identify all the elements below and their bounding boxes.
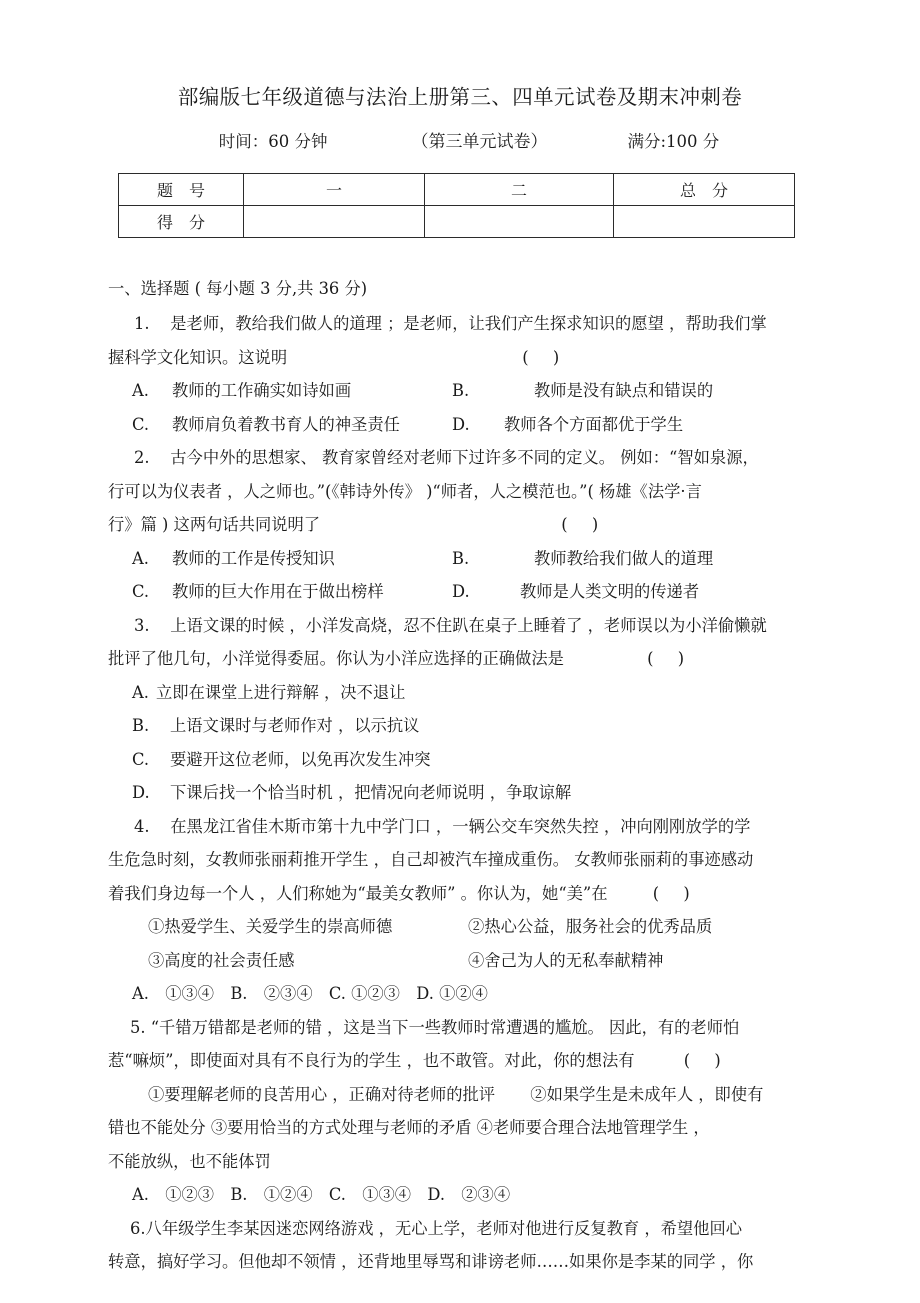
option-text: 教师是没有缺点和错误的 bbox=[534, 381, 714, 401]
exam-meta-row bbox=[0, 127, 920, 152]
exam-unit-label: （第三单元试卷） bbox=[411, 131, 548, 152]
question-1-answer-blank[interactable]: ( ) bbox=[522, 347, 564, 367]
question-3-answer-blank[interactable]: ( ) bbox=[647, 649, 689, 669]
option-text: 教师的巨大作用在于做出榜样 bbox=[172, 582, 384, 602]
option-letter: A. bbox=[132, 548, 149, 568]
question-5-answer-blank[interactable]: ( ) bbox=[683, 1051, 725, 1071]
question-4-item-3: ③高度的社会责任感 bbox=[148, 950, 295, 970]
question-4-item-1: ①热爱学生、关爱学生的崇高师德 bbox=[148, 917, 393, 937]
question-3 bbox=[108, 609, 814, 810]
question-2-number: 2. bbox=[134, 448, 150, 468]
question-5-numbered-line-1 bbox=[108, 1078, 814, 1112]
score-table-wrapper bbox=[118, 173, 790, 238]
question-4-numbered-row-1 bbox=[108, 910, 814, 944]
question-3-stem-line2 bbox=[108, 642, 814, 676]
question-3-stem-text2: 批评了他几句，小洋觉得委屈。你认为小洋应选择的正确做法是 bbox=[108, 649, 564, 669]
question-3-option-d[interactable] bbox=[108, 776, 814, 810]
option-letter: C. bbox=[132, 414, 150, 434]
question-2-stem-text1: 古今中外的思想家、 教育家曾经对老师下过许多不同的定义。 例如：“智如泉源， bbox=[170, 448, 759, 468]
question-4-item-4: ④舍己为人的无私奉献精神 bbox=[468, 950, 664, 970]
question-6 bbox=[108, 1212, 814, 1279]
option-text: 教师肩负着教书育人的神圣责任 bbox=[172, 414, 400, 434]
score-table-header-one: 一 bbox=[244, 173, 425, 205]
question-2-option-c[interactable] bbox=[132, 575, 452, 609]
exam-duration: 时间：60 分钟 bbox=[218, 131, 328, 151]
question-1 bbox=[108, 307, 814, 441]
question-6-stem-line2: 转意，搞好学习。但他却不领情 ，还背地里辱骂和诽谤老师……如果你是李某的同学 ，你 bbox=[108, 1252, 754, 1272]
question-1-option-d[interactable] bbox=[452, 408, 683, 442]
question-1-stem-text1: 是老师，教给我们做人的道理 ；是老师，让我们产生探求知识的愿望 ，帮助我们掌 bbox=[170, 314, 767, 334]
option-letter: A. bbox=[132, 682, 149, 702]
question-1-options-row-2 bbox=[108, 408, 814, 442]
question-5-item-2-cont: 错也不能处分 bbox=[108, 1118, 206, 1138]
score-table-header-total: 总 分 bbox=[614, 173, 795, 205]
option-letter: C. bbox=[132, 749, 150, 769]
question-4-stem-text3: 着我们身边每一个人 ，人们称她为“最美女教师” 。你认为，她“美”在 bbox=[108, 883, 608, 903]
question-4-answer-blank[interactable]: ( ) bbox=[652, 883, 694, 903]
question-2 bbox=[108, 441, 814, 609]
table-row bbox=[119, 205, 795, 237]
question-5-stem-line1 bbox=[108, 1011, 814, 1045]
question-1-stem-line1 bbox=[108, 307, 814, 341]
question-6-stem-text1: 八年级学生李某因迷恋网络游戏 ，无心上学，老师对他进行反复教育 ，希望他回心 bbox=[145, 1218, 743, 1238]
question-2-stem-line1 bbox=[108, 441, 814, 475]
question-2-stem-line3 bbox=[108, 508, 814, 542]
question-5-number: 5. bbox=[130, 1017, 146, 1037]
question-4-item-2: ②热心公益，服务社会的优秀品质 bbox=[468, 917, 713, 937]
score-table-row-label-score: 得 分 bbox=[119, 205, 244, 237]
option-letter: D. bbox=[132, 783, 150, 803]
question-3-option-c[interactable] bbox=[108, 743, 814, 777]
question-5 bbox=[108, 1011, 814, 1212]
question-2-stem-line2: 行可以为仪表者 ，人之师也。”(《韩诗外传》 )“师者，人之模范也。”( 杨雄《法学·言 bbox=[108, 481, 702, 501]
question-2-answer-blank[interactable]: ( ) bbox=[561, 515, 603, 535]
option-letter: B. bbox=[452, 548, 470, 568]
option-letter: D. bbox=[452, 414, 470, 434]
question-4-stem-line2: 生危急时刻，女教师张丽莉推开学生 ，自己却被汽车撞成重伤。 女教师张丽莉的事迹感动 bbox=[108, 850, 754, 870]
score-cell-one[interactable] bbox=[244, 205, 425, 237]
option-letter: B. bbox=[132, 716, 150, 736]
question-1-option-c[interactable] bbox=[132, 408, 452, 442]
question-1-option-a[interactable] bbox=[132, 374, 452, 408]
question-5-numbered-line-3: 不能放纵，也不能体罚 bbox=[108, 1151, 271, 1171]
option-letter: D. bbox=[452, 582, 470, 602]
option-letter: B. bbox=[452, 381, 470, 401]
question-2-option-d[interactable] bbox=[452, 575, 699, 609]
question-4-stem-line3 bbox=[108, 877, 814, 911]
option-letter: C. bbox=[132, 582, 150, 602]
question-2-option-a[interactable] bbox=[132, 542, 452, 576]
question-1-stem-line2 bbox=[108, 341, 814, 375]
question-1-number: 1. bbox=[134, 314, 150, 334]
question-1-options-row-1 bbox=[108, 374, 814, 408]
question-2-option-b[interactable] bbox=[452, 542, 713, 576]
option-text: 教师是人类文明的传递者 bbox=[520, 582, 700, 602]
question-5-stem-text2: 惹“嘛烦”，即使面对具有不良行为的学生 ，也不敢管。对此，你的想法有 bbox=[108, 1051, 635, 1071]
question-2-stem-text3: 行》篇 ) 这两句话共同说明了 bbox=[108, 515, 321, 535]
question-1-option-b[interactable] bbox=[452, 374, 713, 408]
score-cell-total[interactable] bbox=[614, 205, 795, 237]
question-4-answer-choices[interactable]: A. ①③④ B. ②③④ C. ①②③ D. ①②④ bbox=[132, 984, 488, 1004]
question-5-item-1: ①要理解老师的良苦用心 ，正确对待老师的批评 bbox=[148, 1084, 496, 1104]
question-4-stem-line1 bbox=[108, 810, 814, 844]
section-heading-choice: 一、选择题 ( 每小题 3 分,共 36 分) bbox=[108, 278, 368, 298]
question-6-number: 6. bbox=[130, 1218, 146, 1238]
option-text: 要避开这位老师，以免再次发生冲突 bbox=[170, 749, 431, 769]
exam-full-score: 满分:100 分 bbox=[627, 131, 720, 151]
question-5-item-3: ③要用恰当的方式处理与老师的矛盾 bbox=[210, 1118, 472, 1138]
score-table-row-label-question: 题 号 bbox=[119, 173, 244, 205]
question-5-numbered-line-2 bbox=[108, 1111, 814, 1145]
score-table-header-two: 二 bbox=[425, 173, 614, 205]
option-text: 上语文课时与老师作对 ，以示抗议 bbox=[170, 716, 420, 736]
option-text: 教师的工作是传授知识 bbox=[172, 548, 335, 568]
table-row bbox=[119, 173, 795, 205]
question-5-item-4-part: ④老师要合理合法地管理学生 ， bbox=[476, 1118, 710, 1138]
question-3-stem-text1: 上语文课的时候 ，小洋发高烧，忍不住趴在桌子上睡着了 ，老师误以为小洋偷懒就 bbox=[170, 615, 767, 635]
question-3-option-a[interactable] bbox=[108, 676, 814, 710]
option-text: 教师教给我们做人的道理 bbox=[534, 548, 714, 568]
question-3-option-b[interactable] bbox=[108, 709, 814, 743]
question-5-answer-choices[interactable]: A. ①②③ B. ①②④ C. ①③④ D. ②③④ bbox=[132, 1185, 511, 1205]
question-3-stem-line1 bbox=[108, 609, 814, 643]
option-letter: A. bbox=[132, 381, 149, 401]
question-2-options-row-1 bbox=[108, 542, 814, 576]
question-5-stem-line2 bbox=[108, 1044, 814, 1078]
question-1-stem-text2: 握科学文化知识。这说明 bbox=[108, 347, 288, 367]
option-text: 立即在课堂上进行辩解 ，决不退让 bbox=[156, 682, 406, 702]
option-text: 教师的工作确实如诗如画 bbox=[172, 381, 352, 401]
score-table bbox=[118, 173, 795, 238]
question-4-stem-text1: 在黑龙江省佳木斯市第十九中学门口 ，一辆公交车突然失控 ，冲向刚刚放学的学 bbox=[170, 816, 751, 836]
exam-content bbox=[0, 272, 920, 1279]
score-cell-two[interactable] bbox=[425, 205, 614, 237]
question-2-options-row-2 bbox=[108, 575, 814, 609]
question-4-number: 4. bbox=[134, 816, 150, 836]
question-5-item-2-part: ②如果学生是未成年人 ，即使有 bbox=[530, 1084, 764, 1104]
question-5-stem-text1: “千错万错都是老师的错 ，这是当下一些教师时常遭遇的尴尬。 因此，有的老师怕 bbox=[150, 1017, 740, 1037]
question-3-number: 3. bbox=[134, 615, 150, 635]
question-4-numbered-row-2 bbox=[108, 944, 814, 978]
option-text: 教师各个方面都优于学生 bbox=[504, 414, 684, 434]
question-4 bbox=[108, 810, 814, 1011]
page-title: 部编版七年级道德与法治上册第三、四单元试卷及期末冲刺卷 bbox=[177, 85, 743, 109]
option-text: 下课后找一个恰当时机 ，把情况向老师说明 ，争取谅解 bbox=[170, 783, 572, 803]
question-6-stem-line1 bbox=[108, 1212, 814, 1246]
